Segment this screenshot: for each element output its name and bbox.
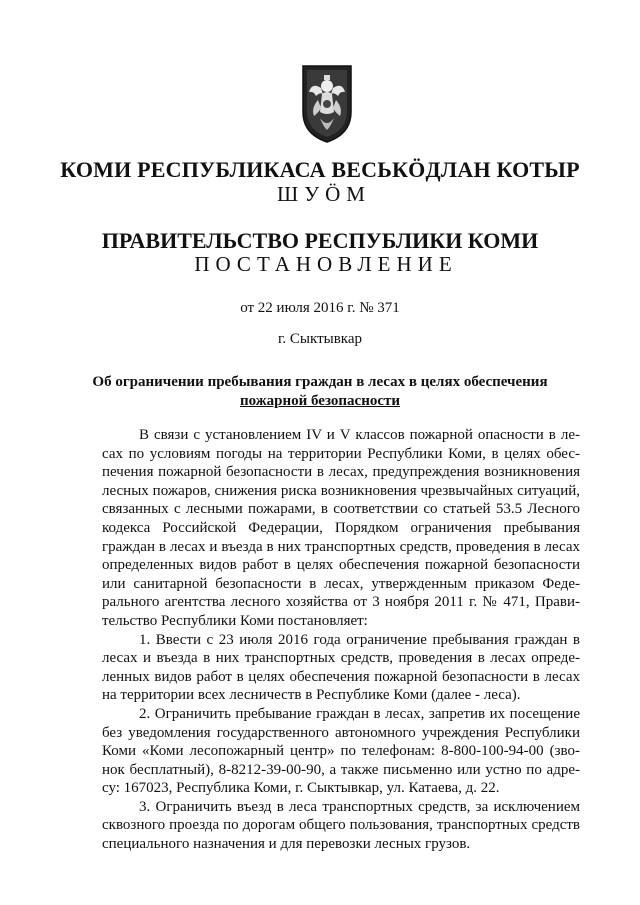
komi-decree-label: ШУÖМ [277,182,371,206]
body-line: без уведомления государственного автономного учреждения Республики [102,724,580,741]
body-line: специального назначения и для перевозки лесных грузов. [102,836,471,853]
body-line: су: 167023, Республика Коми, г. Сыктывкар, ул. Катаева, д. 22. [102,780,500,797]
body-line: лесных пожаров, снижения риска возникновения чрезвычайных ситуаций, [102,482,580,499]
body-line: лесах и въезда в них транспортных средств, проведения в лесах опреде- [102,650,580,667]
body-line: тельство Республики Коми постановляет: [102,612,368,629]
body-line: рального агентства лесного хозяйства от 3 ноября 2011 г. № 471, Прави- [102,594,580,611]
body-line: граждан в лесах и въезда в них транспортных средств, проведения в лесах [102,538,580,555]
document-title-line: пожарной безопасности [239,393,401,409]
body-line: ленных видов работ в целях обеспечения пожарной безопасности в лесах [102,668,580,685]
body-line: нок бесплатный), 8-8212-39-00-90, а также письменно или устно по адре- [102,761,580,778]
body-line: сквозного проезда по дорогам общего пользования, транспортных средств [102,817,580,834]
decree-label: ПОСТАНОВЛЕНИЕ [194,252,458,276]
document-city: г. Сыктывкар [277,331,363,347]
body-line: кодекса Российской Федерации, Порядком ограничения пребывания [102,519,580,536]
body-line: или санитарной безопасности в лесах, утвержденным приказом Феде- [102,575,580,592]
body-line: связанных с лесными пожарами, в соответствии со статьей 53.5 Лесного [102,501,580,518]
body-line: 3. Ограничить въезд в леса транспортных средств, за исключением [139,798,580,815]
government-title: ПРАВИТЕЛЬСТВО РЕСПУБЛИКИ КОМИ [101,228,539,253]
document-body [102,426,580,854]
body-line: на территории всех лесничеств в Республике Коми (далее - леса). [102,687,521,704]
body-line: 2. Ограничить пребывание граждан в лесах, запретив их посещение [139,705,580,722]
body-line: Коми «Коми лесопожарный центр» по телефонам: 8-800-100-94-00 (зво- [102,743,580,760]
body-line: 1. Ввести с 23 июля 2016 года ограничение пребывания граждан в [139,631,580,648]
body-line: печения пожарной безопасности в лесах, предупреждения возникновения [102,464,580,481]
document-title [0,373,640,411]
document-title-line: Об ограничении пребывания граждан в лесах в целях обеспечения [92,374,548,390]
document-date-number: от 22 июля 2016 г. № 371 [240,300,400,316]
coat-of-arms-icon [300,64,354,144]
body-line: определенных видов работ в целях обеспечения пожарной безопасности [102,557,580,574]
body-line: В связи с установлением IV и V классов пожарной опасности в ле- [139,427,580,443]
body-line: сах по условиям погоды на территории Республики Коми, в целях обес- [102,445,580,462]
komi-government-title: КОМИ РЕСПУБЛИКАСА ВЕСЬКÖДЛАН КОТЫР [60,157,580,182]
